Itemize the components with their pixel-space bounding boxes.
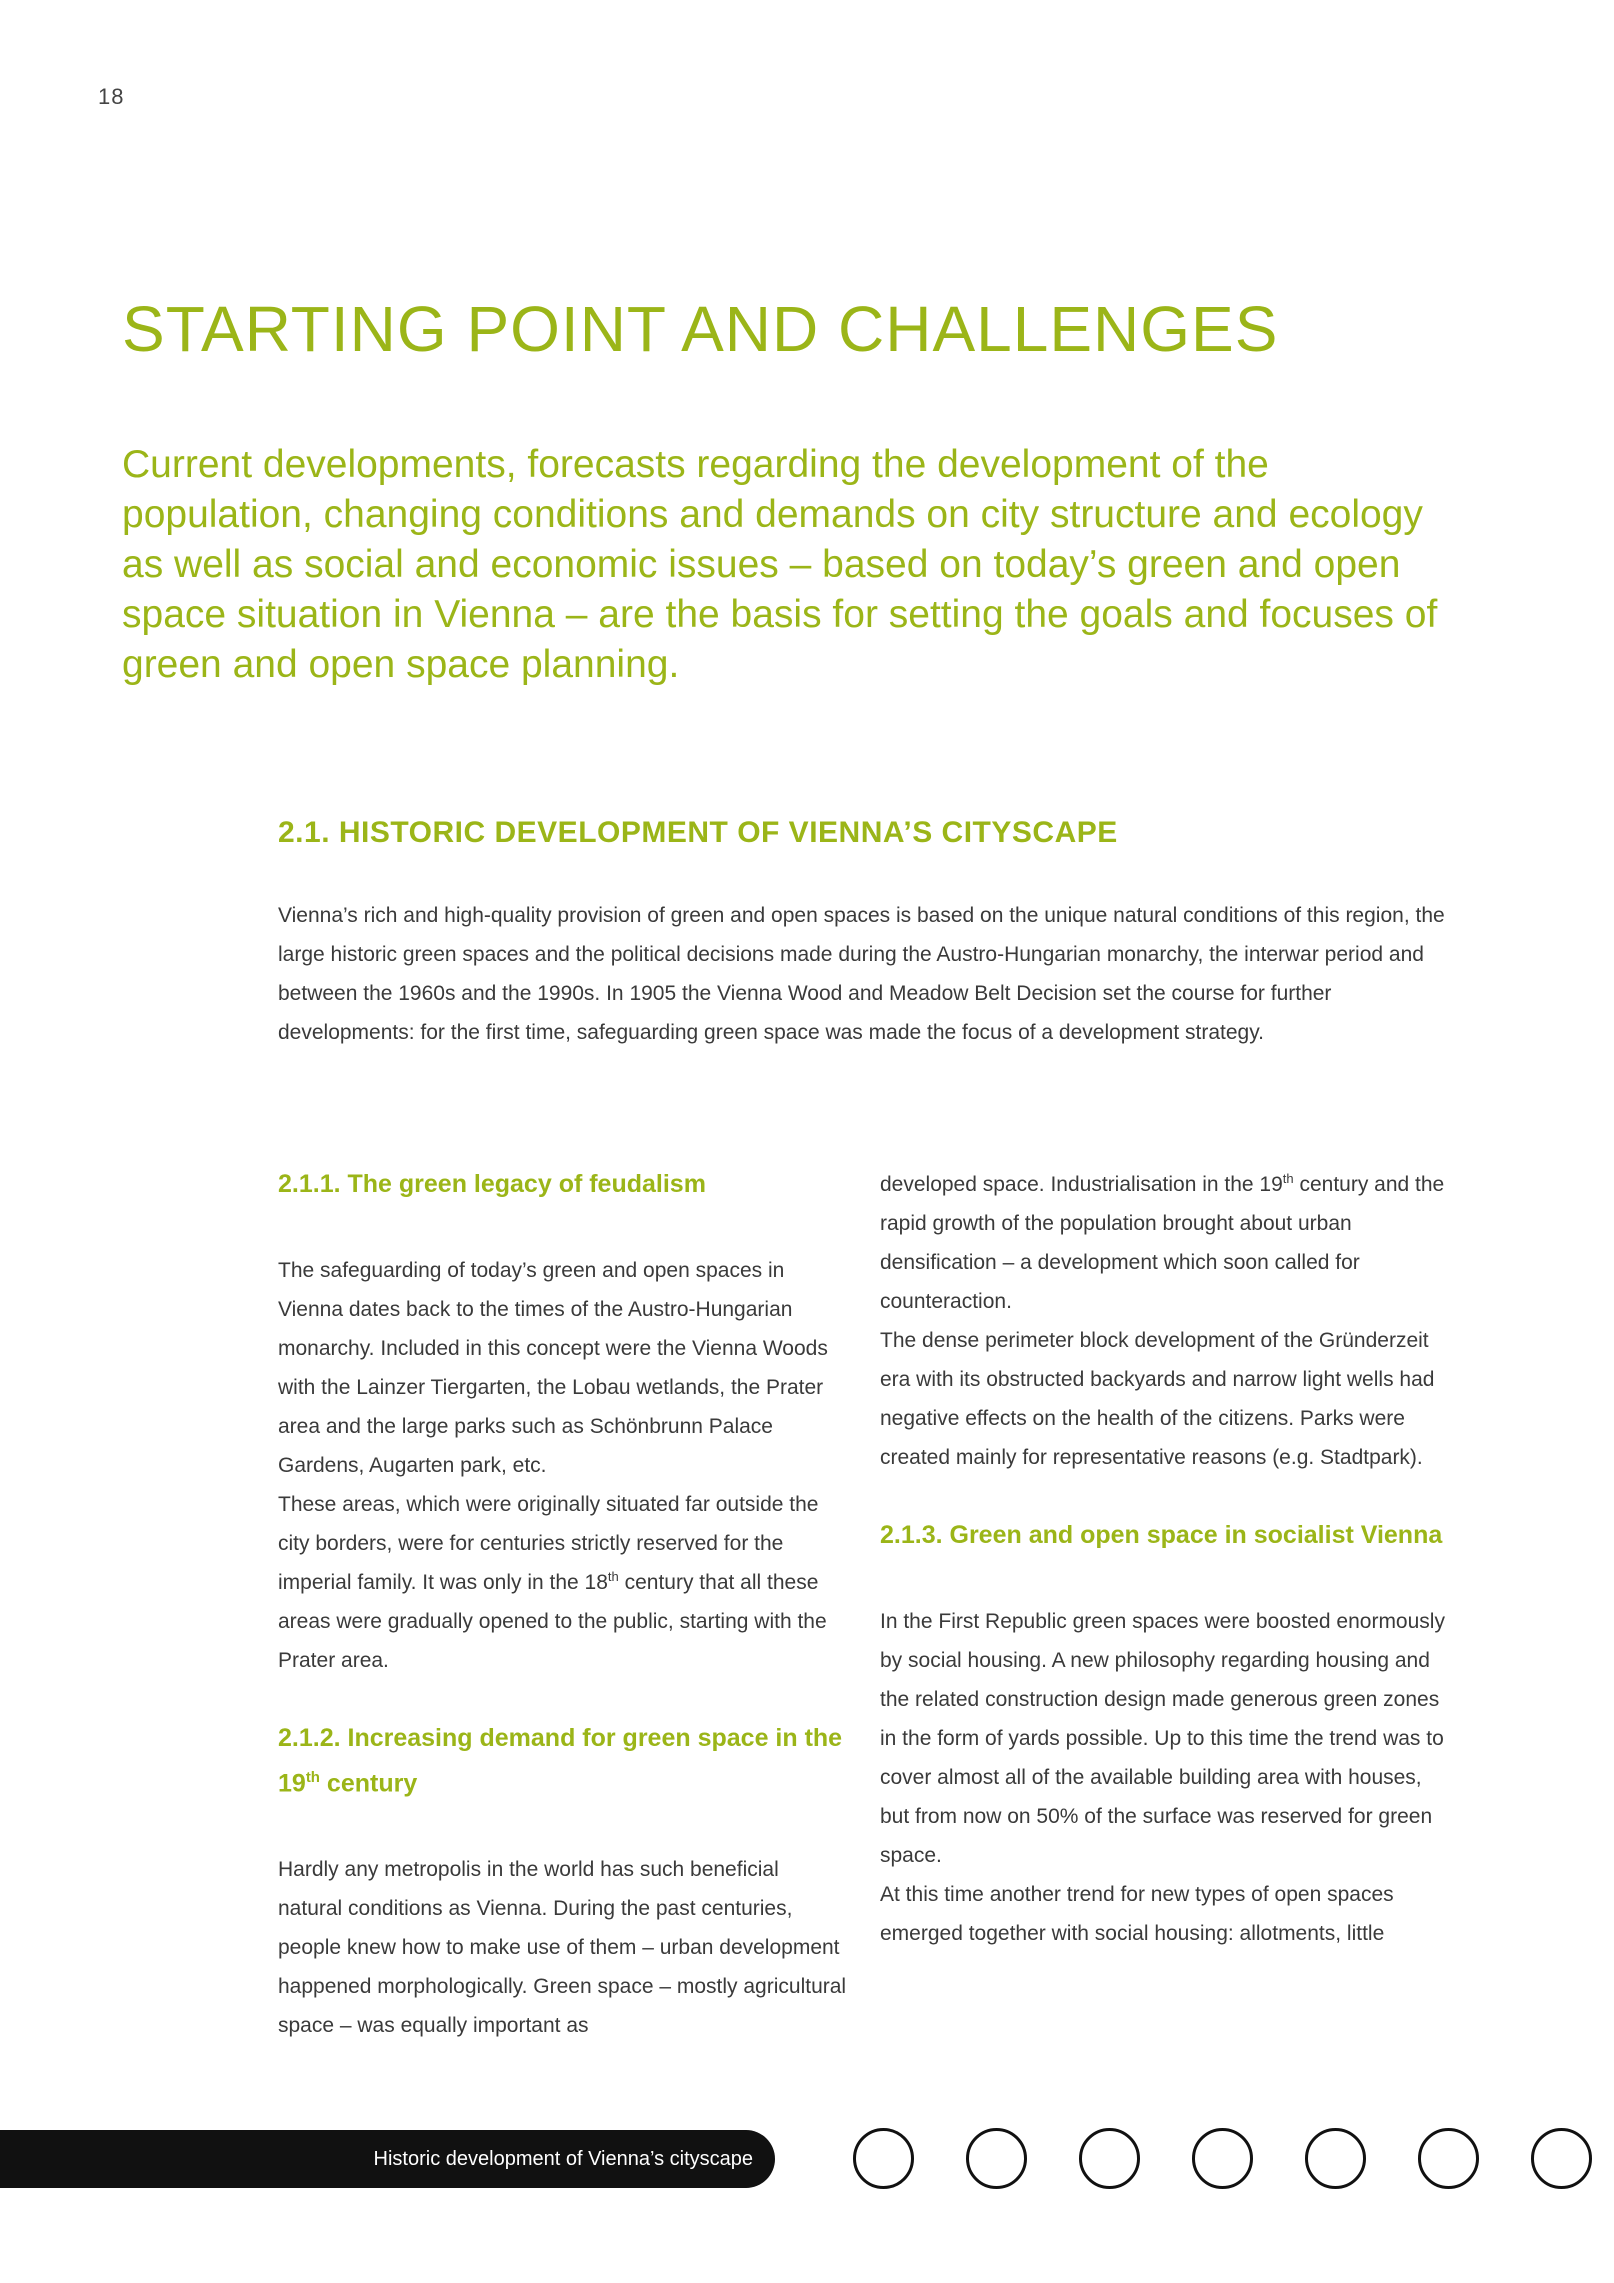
- paragraph-feudalism-2: These areas, which were originally situated far outside the city borders, were for centuries strictly reserved for the imperial family. It was only in the 18th century that all these areas were gradually opened to the public, starting with the Prater area.: [278, 1493, 827, 1672]
- chapter-nav-circle-5[interactable]: [1305, 2128, 1366, 2189]
- footer-chapter-label: Historic development of Vienna’s cityscape: [373, 2148, 753, 2170]
- page-number: 18: [98, 84, 125, 109]
- paragraph-allotments: At this time another trend for new types of open spaces emerged together with social housing: allotments, little: [880, 1883, 1394, 1945]
- footer-chapter-tab[interactable]: [0, 2130, 775, 2188]
- subsection-heading-feudalism: 2.1.1. The green legacy of feudalism: [278, 1170, 706, 1198]
- paragraph-feudalism-1: The safeguarding of today’s green and open spaces in Vienna dates back to the times of the Austro-Hungarian monarchy. Included in this concept were the Vienna Woods with the Lainzer Tiergarten, the Lobau wetlands, the Prater area and the large parks such as Schönbrunn Palace Gardens, Augarten park, etc.: [278, 1259, 828, 1477]
- left-column: [278, 1165, 848, 2045]
- paragraph-social-housing: In the First Republic green spaces were boosted enormously by social housing. A new philosophy regarding housing and the related construction design made generous green zones in the form of yards possible. Up to this time the trend was to cover almost all of the available building area with houses, but from now on 50% of the surface was reserved for green space.: [880, 1610, 1445, 1867]
- section-paragraph: Vienna’s rich and high-quality provision of green and open spaces is based on the unique natural conditions of this region, the large historic green spaces and the political decisions made during the Austro-Hungarian monarchy, the interwar period and between the 1960s and the 1990s. In 1905 the Vienna Wood and Meadow Belt Decision set the course for further developments: for the first time, safeguarding green space was made the focus of a development strategy.: [278, 904, 1445, 1044]
- chapter-nav-circle-6[interactable]: [1418, 2128, 1479, 2189]
- paragraph-industrialisation: developed space. Industrialisation in the 19th century and the rapid growth of the population brought about urban densification – a development which soon called for counteraction.: [880, 1171, 1445, 1313]
- chapter-nav-circle-3[interactable]: [1079, 2128, 1140, 2189]
- paragraph-19th-century: Hardly any metropolis in the world has such beneficial natural conditions as Vienna. During the past centuries, people knew how to make use of them – urban development happened morphologically. Green space – mostly agricultural space – was equally important as: [278, 1858, 847, 2038]
- paragraph-gruenderzeit: The dense perimeter block development of the Gründerzeit era with its obstructed backyards and narrow light wells had negative effects on the health of the citizens. Parks were created mainly for representative reasons (e.g. Stadtpark).: [880, 1329, 1435, 1469]
- chapter-nav-circle-7[interactable]: [1531, 2128, 1592, 2189]
- page-title: STARTING POINT AND CHALLENGES: [122, 293, 1279, 365]
- right-column: [880, 1165, 1450, 1953]
- subsection-heading-socialist-vienna: 2.1.3. Green and open space in socialist Vienna: [880, 1521, 1443, 1549]
- section-heading: 2.1. HISTORIC DEVELOPMENT OF VIENNA’S CITYSCAPE: [278, 816, 1118, 849]
- chapter-nav-circle-4[interactable]: [1192, 2128, 1253, 2189]
- chapter-nav-circle-2[interactable]: [966, 2128, 1027, 2189]
- chapter-nav-circle-1[interactable]: [853, 2128, 914, 2189]
- subsection-heading-19th-century: 2.1.2. Increasing demand for green space in the 19th century: [278, 1724, 843, 1798]
- intro-paragraph: Current developments, forecasts regarding the development of the population, changing conditions and demands on city structure and ecology as well as social and economic issues – based on today’s green and open space situation in Vienna – are the basis for setting the goals and focuses of green and open space planning.: [122, 443, 1438, 686]
